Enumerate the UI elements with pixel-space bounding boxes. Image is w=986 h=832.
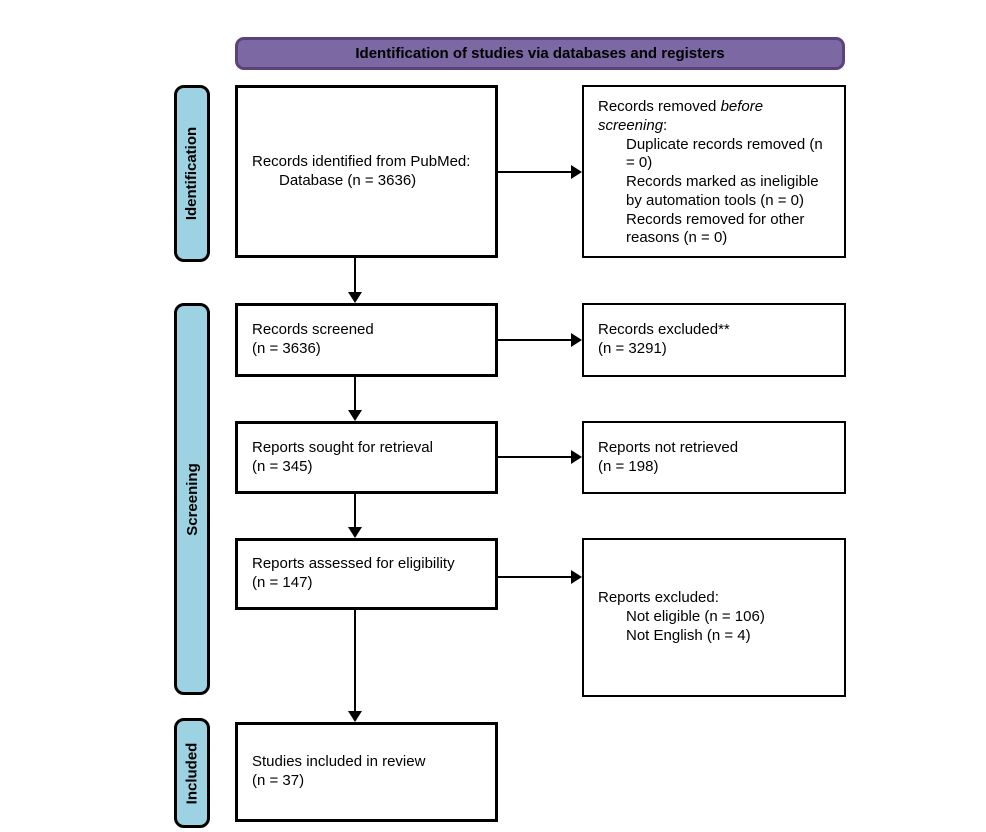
- box-line: Reports sought for retrieval: [252, 438, 433, 456]
- box-reports-assessed: [235, 538, 498, 610]
- box-line: (n = 37): [252, 772, 305, 789]
- stage-label-included: [174, 718, 210, 828]
- italic-text: before screening: [598, 98, 764, 134]
- box-line: (n = 3291): [598, 340, 667, 357]
- arrowhead-right-icon: [571, 333, 582, 347]
- arrow-identified-to-removed: [498, 165, 582, 179]
- box-reports-not-retrieved: [582, 421, 846, 494]
- box-records-identified: [235, 85, 498, 258]
- arrowhead-down-icon: [348, 711, 362, 722]
- arrowhead-down-icon: [348, 527, 362, 538]
- box-line: Studies included in review: [252, 753, 426, 771]
- box-line: Reports not retrieved: [598, 438, 739, 456]
- box-line: (n = 198): [598, 457, 659, 475]
- diagram-header-banner: [235, 37, 845, 70]
- arrow-assessed-to-included: [348, 610, 362, 722]
- box-line: Records excluded**: [598, 321, 730, 339]
- arrowhead-right-icon: [571, 450, 582, 464]
- box-records-excluded: [582, 303, 846, 377]
- arrow-identified-to-screened: [348, 258, 362, 303]
- box-line: (n = 147): [252, 574, 313, 591]
- arrow-sought-to-not-retrieved: [498, 450, 582, 464]
- box-reports-excluded: [582, 538, 846, 697]
- box-line: Reports excluded:: [598, 589, 719, 607]
- box-reports-sought: [235, 421, 498, 494]
- diagram-title: Identification of studies via databases and registers: [355, 45, 725, 62]
- arrow-screened-to-sought: [348, 377, 362, 421]
- box-line: Not English (n = 4): [626, 626, 751, 644]
- arrow-sought-to-assessed: [348, 494, 362, 538]
- arrow-assessed-to-reports-excluded: [498, 570, 582, 584]
- arrow-screened-to-excluded: [498, 333, 582, 347]
- box-records-screened: [235, 303, 498, 377]
- box-line: Records removed for other reasons (n = 0): [626, 210, 805, 247]
- arrowhead-right-icon: [571, 165, 582, 179]
- arrowhead-down-icon: [348, 410, 362, 421]
- box-studies-included: [235, 722, 498, 822]
- box-line: Database (n = 3636): [279, 171, 417, 189]
- box-line: Records removed before screening:: [598, 98, 764, 134]
- box-line: (n = 345): [252, 457, 313, 475]
- box-line: (n = 3636): [252, 340, 321, 357]
- box-line: Not eligible (n = 106): [626, 608, 765, 626]
- arrowhead-right-icon: [571, 570, 582, 584]
- box-records-removed: [582, 85, 846, 258]
- box-line: Duplicate records removed (n = 0): [626, 135, 823, 172]
- box-line: Records screened: [252, 321, 374, 339]
- box-line: Reports assessed for eligibility: [252, 555, 455, 573]
- box-line: Records identified from PubMed:: [252, 152, 471, 170]
- stage-label-screening: [174, 303, 210, 695]
- stage-label-identification: [174, 85, 210, 262]
- stage-label-text: Screening: [183, 462, 201, 536]
- arrowhead-down-icon: [348, 292, 362, 303]
- stage-label-text: Identification: [183, 126, 201, 221]
- box-line: Records marked as ineligible by automation tools (n = 0): [626, 173, 819, 209]
- stage-label-text: Included: [183, 742, 201, 804]
